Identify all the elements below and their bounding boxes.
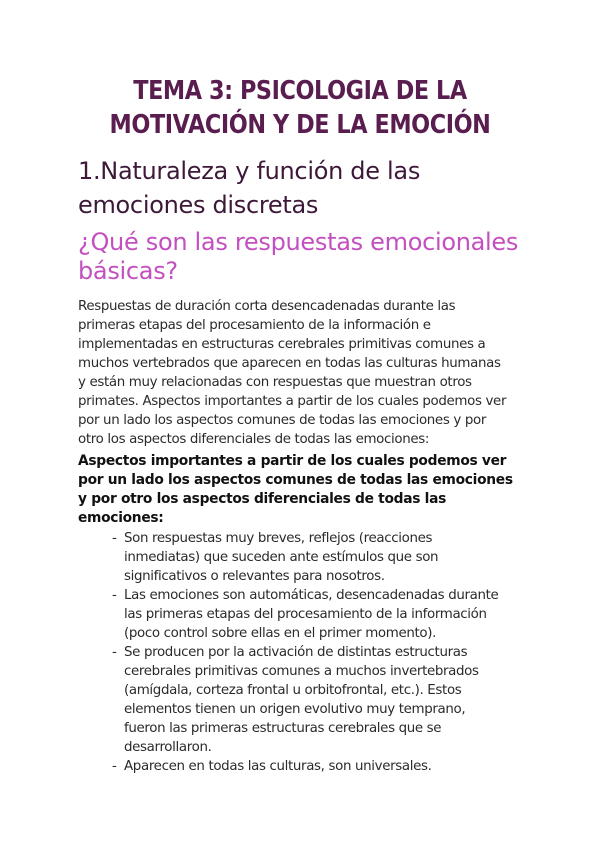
intro-paragraph	[78, 297, 538, 449]
paragraph-line: otro los aspectos diferenciales de todas las emociones:	[78, 432, 430, 447]
bold-paragraph-line: y por otro los aspectos diferenciales de todas las	[78, 491, 446, 507]
subsection-heading-line-2: básicas?	[78, 257, 178, 285]
list-bullet: -	[112, 645, 117, 660]
list-item-line: las primeras etapas del procesamiento de la información	[124, 607, 487, 622]
list-item-line: Son respuestas muy breves, reflejos (reacciones	[124, 531, 433, 546]
section-heading-line-2: emociones discretas	[78, 191, 319, 219]
list-item-line: Se producen por la activación de distintas estructuras	[124, 645, 468, 660]
list-item-line: significativos o relevantes para nosotros.	[124, 569, 385, 584]
document-title-line-1: TEMA 3: PSICOLOGIA DE LA	[133, 76, 467, 106]
paragraph-line: implementadas en estructuras cerebrales primitivas comunes a	[78, 337, 486, 352]
list-item-line: cerebrales primitivas comunes a muchos invertebrados	[124, 664, 479, 679]
list-item	[112, 643, 552, 757]
list-item-line: desarrollaron.	[124, 740, 212, 755]
bold-paragraph-line: Aspectos importantes a partir de los cuales podemos ver	[78, 453, 507, 469]
paragraph-line: por un lado los aspectos comunes de todas las emociones y por	[78, 413, 486, 428]
bold-paragraph	[78, 452, 538, 528]
list-item-line: elementos tienen un origen evolutivo muy temprano,	[124, 702, 466, 717]
section-heading-line-1: 1.Naturaleza y función de las	[78, 157, 421, 185]
aspects-list	[112, 529, 552, 776]
paragraph-line: primates. Aspectos importantes a partir de los cuales podemos ver	[78, 394, 507, 409]
paragraph-line: y están muy relacionadas con respuestas que muestran otros	[78, 375, 472, 390]
list-item	[112, 586, 552, 643]
list-item-line: Aparecen en todas las culturas, son universales.	[124, 759, 432, 774]
list-item	[112, 529, 552, 586]
paragraph-line: muchos vertebrados que aparecen en todas las culturas humanas	[78, 356, 501, 371]
bold-paragraph-line: emociones:	[78, 510, 164, 526]
document-title	[42, 74, 558, 142]
bold-paragraph-line: por un lado los aspectos comunes de todas las emociones	[78, 472, 513, 488]
subsection-heading	[78, 228, 538, 286]
list-item-line: fueron las primeras estructuras cerebrales que se	[124, 721, 442, 736]
list-bullet: -	[112, 588, 117, 603]
document-title-line-2: MOTIVACIÓN Y DE LA EMOCIÓN	[109, 110, 491, 140]
list-item-line: (poco control sobre ellas en el primer momento).	[124, 626, 436, 641]
list-item-line: (amígdala, corteza frontal u orbitofrontal, etc.). Estos	[124, 683, 462, 698]
list-item-line: inmediatas) que suceden ante estímulos que son	[124, 550, 439, 565]
list-item-line: Las emociones son automáticas, desencadenadas durante	[124, 588, 499, 603]
paragraph-line: Respuestas de duración corta desencadenadas durante las	[78, 299, 456, 314]
subsection-heading-line-1: ¿Qué son las respuestas emocionales	[78, 228, 519, 256]
section-heading	[78, 154, 538, 222]
list-bullet: -	[112, 759, 117, 774]
list-bullet: -	[112, 531, 117, 546]
list-item	[112, 757, 552, 776]
paragraph-line: primeras etapas del procesamiento de la información e	[78, 318, 431, 333]
